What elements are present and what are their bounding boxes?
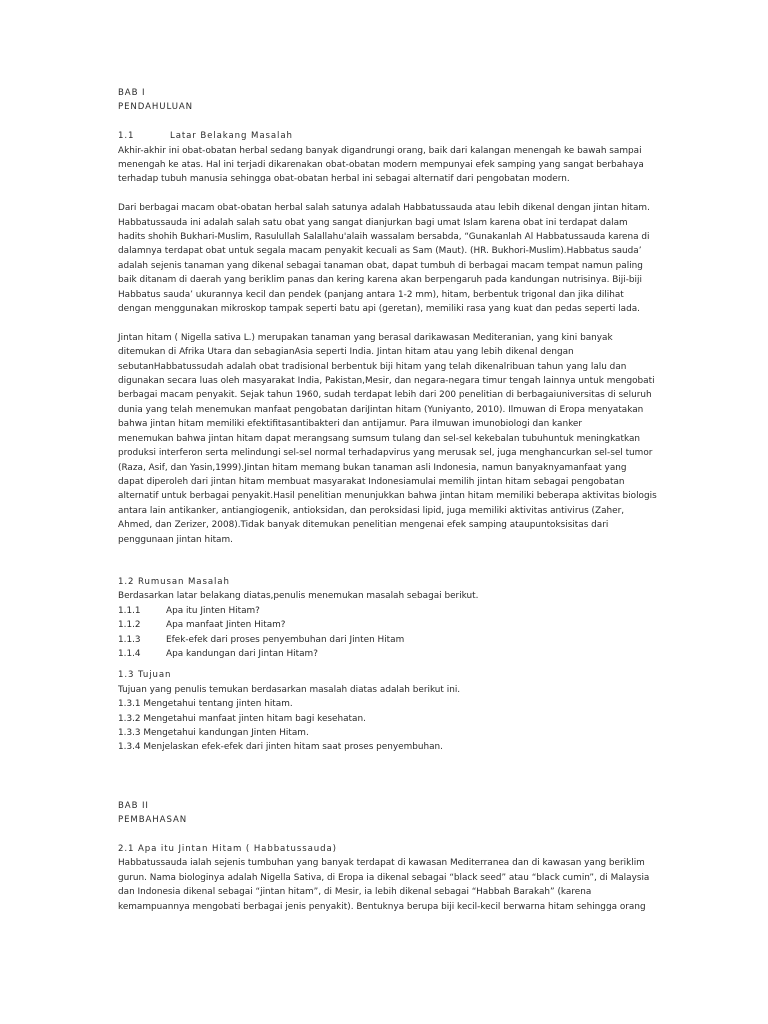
section-intro: Berdasarkan latar belakang diatas,penulis menemukan masalah sebagai berikut. — [118, 591, 479, 602]
section-heading-tujuan: 1.3 Tujuan — [118, 670, 172, 681]
paragraph-line: antara lain antikanker, antiangiogenik, antioksidan, dan peroksidasi lipid, juga memiliki aktivitas antivirus (Zaher, — [118, 505, 625, 516]
list-number: 1.1.4 — [118, 648, 141, 659]
paragraph-line: kemampuannya mengobati berbagai jenis penyakit). Bentuknya berupa biji kecil-kecil berwarna hitam sehingga orang — [118, 901, 646, 912]
paragraph-2 — [118, 201, 648, 316]
list-item: 1.3.2 Mengetahui manfaat jinten hitam bagi kesehatan. — [118, 713, 366, 724]
list-item: 1.3.4 Menjelaskan efek-efek dari jinten hitam saat proses penyembuhan. — [118, 742, 443, 753]
paragraph-4 — [118, 856, 648, 914]
list-text: Apa kandungan dari Jintan Hitam? — [166, 648, 318, 659]
paragraph-line: terhadap tubuh manusia sehingga obat-obatan herbal ini sebagai alternatif dari pengobatan modern. — [118, 174, 570, 185]
list-item — [118, 633, 648, 647]
list-item: 1.3.3 Mengetahui kandungan Jinten Hitam. — [118, 728, 309, 739]
section-number: 1.1 — [118, 131, 135, 142]
paragraph-line: sebutanHabbatussudah adalah obat tradisional berbentuk biji hitam yang telah dikenalribuan tahun yang lalu dan — [118, 361, 627, 372]
list-text: Apa manfaat Jinten Hitam? — [166, 620, 286, 631]
paragraph-line: dapat diperoleh dari jintan hitam membuat masyarakat Indonesiamulai memilih jintan hitam sebagai pengobatan — [118, 476, 625, 487]
list-text: Efek-efek dari proses penyembuhan dari Jinten Hitam — [166, 634, 405, 645]
paragraph-line: alternatif untuk berbagai penyakit.Hasil penelitian menunjukkan bahwa jintan hitam memiliki beberapa aktivitas biologis — [118, 491, 657, 502]
paragraph-3 — [118, 331, 657, 547]
paragraph-line: Dari berbagai macam obat-obatan herbal salah satunya adalah Habbatussauda atau lebih dikenal dengan jintan hitam. — [118, 203, 650, 214]
paragraph-line: Jintan hitam ( Nigella sativa L.) merupakan tanaman yang berasal darikawasan Mediteranian, yang kini banyak — [118, 332, 613, 343]
list-item — [118, 647, 648, 661]
paragraph-line: dengan menggunakan mikroskop tampak seperti batu api (geretan), memiliki rasa yang kuat dan pedas seperti lada. — [118, 304, 640, 315]
section-heading — [118, 129, 648, 143]
list-text: Apa itu Jinten Hitam? — [166, 605, 260, 616]
paragraph-line: (Raza, Asif, dan Yasin,1999).Jintan hitam memang bukan tanaman asli Indonesia, namun banyaknyamanfaat yang — [118, 462, 627, 473]
paragraph-line: penggunaan jintan hitam. — [118, 534, 233, 545]
paragraph-line: baik ditanam di daerah yang beriklim panas dan kering karena akan berpengaruh pada kandungan nutrisinya. Biji-biji — [118, 275, 642, 286]
list-item — [118, 618, 648, 632]
list-number: 1.1.2 — [118, 620, 141, 631]
paragraph-line: Akhir-akhir ini obat-obatan herbal sedang banyak digandrungi orang, baik dari kalangan menengah ke bawah sampai — [118, 145, 642, 156]
paragraph-line: bahwa jintan hitam memiliki efektifitasantibakteri dan antijamur. Para ilmuwan imunobiologi dan kanker — [118, 419, 582, 430]
paragraph-line: produksi interferon serta melindungi sel-sel normal terhadapvirus yang merusak sel, juga menghancurkan sel-sel tumor — [118, 448, 653, 459]
paragraph-line: adalah sejenis tanaman yang dikenal sebagai tanaman obat, dapat tumbuh di berbagai macam tempat namun paling — [118, 260, 643, 271]
paragraph-line: dan Indonesia dikenal sebagai “jintan hitam”, di Mesir, ia lebih dikenal sebagai “Habbah Barakah” (karena — [118, 887, 592, 898]
goal-list — [118, 697, 648, 755]
paragraph-line: digunakan secara luas oleh masyarakat India, Pakistan,Mesir, dan negara-negara timur tengah lainnya untuk mengobati — [118, 376, 655, 387]
paragraph-line: berbagai macam penyakit. Sejak tahun 1960, sudah terdapat lebih dari 200 penelitian di berbagaiuniversitas di seluruh — [118, 390, 652, 401]
list-number: 1.1.3 — [118, 634, 141, 645]
paragraph-line: Habbatussauda ialah sejenis tumbuhan yang banyak terdapat di kawasan Mediterranea dan di kawasan yang beriklim — [118, 858, 645, 869]
document-page — [118, 86, 657, 914]
paragraph-line: Habbatus sauda’ ukurannya kecil dan pendek (panjang antara 1-2 mm), hitam, berbentuk trigonal dan jika dilihat — [118, 289, 624, 300]
chapter-title: BAB I — [118, 88, 146, 98]
list-item: 1.3.1 Mengetahui tentang jinten hitam. — [118, 699, 293, 710]
paragraph-line: menengah ke atas. Hal ini terjadi dikarenakan obat-obatan modern mempunyai efek samping yang sangat berbahaya — [118, 160, 644, 171]
section-heading-rumusan: 1.2 Rumusan Masalah — [118, 576, 230, 587]
section-title: Latar Belakang Masalah — [170, 131, 293, 142]
list-item — [118, 604, 648, 618]
problem-list — [118, 604, 648, 662]
chapter-subtitle: PENDAHULUAN — [118, 102, 193, 113]
section-intro: Tujuan yang penulis temukan berdasarkan masalah diatas adalah berikut ini. — [118, 684, 461, 695]
paragraph-line: gurun. Nama biologinya adalah Nigella Sativa, di Eropa ia dikenal sebagai “black seed” atau “black cumin”, di Malaysia — [118, 872, 650, 883]
paragraph-line: ditemukan di Afrika Utara dan sebagianAsia seperti India. Jintan hitam atau yang lebih dikenal dengan — [118, 347, 574, 358]
paragraph-1 — [118, 144, 648, 187]
paragraph-line: dalamnya terdapat obat untuk segala macam penyakit kecuali as Sam (Maut). (HR. Bukhori-Muslim).Habbatus sauda’ — [118, 246, 642, 257]
paragraph-line: Habbatussauda ini adalah salah satu obat yang sangat dianjurkan bagi umat Islam karena obat ini terdapat dalam — [118, 217, 628, 228]
paragraph-line: menemukan bahwa jintan hitam dapat merangsang sumsum tulang dan sel-sel kekebalan tubuhuntuk meningkatkan — [118, 433, 641, 444]
chapter-title: BAB II — [118, 800, 149, 811]
paragraph-line: Ahmed, dan Zerizer, 2008).Tidak banyak ditemukan penelitian mengenai efek samping ataupuntoksisitas dari — [118, 520, 609, 531]
chapter-subtitle: PEMBAHASAN — [118, 815, 188, 826]
section-heading: 2.1 Apa itu Jintan Hitam ( Habbatussauda) — [118, 844, 337, 855]
list-number: 1.1.1 — [118, 605, 141, 616]
paragraph-line: hadits shohih Bukhari-Muslim, Rasulullah Salallahu'alaih wassalam bersabda, “Gunakanlah Al Habbatussauda karena di — [118, 232, 650, 243]
paragraph-line: dunia yang telah menemukan manfaat pengobatan dariJintan hitam (Yuniyanto, 2010). Ilmuwan di Eropa menyatakan — [118, 404, 644, 415]
